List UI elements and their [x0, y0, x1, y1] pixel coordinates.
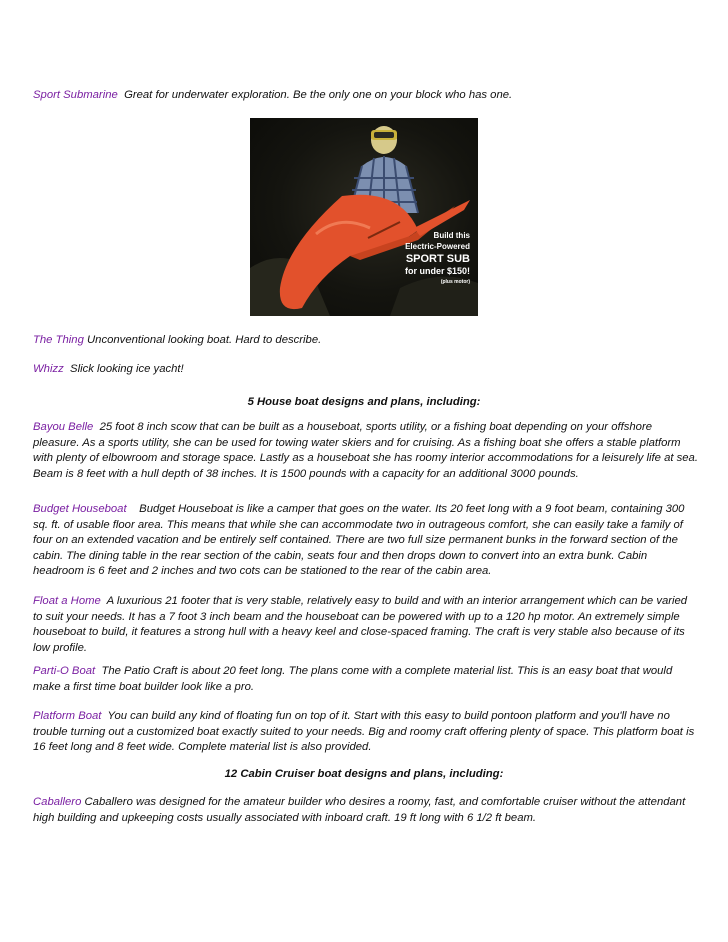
entry-text: The Patio Craft is about 20 feet long. The plans come with a complete material list. This is an easy boat that would make a first time boat builder look like a pro.: [33, 665, 673, 693]
house-boat-heading: 5 House boat designs and plans, including:: [247, 396, 481, 408]
entry-name: Whizz: [33, 363, 64, 375]
svg-text:SPORT SUB: SPORT SUB: [405, 253, 470, 265]
cabin-cruiser-heading: 12 Cabin Cruiser boat designs and plans, including:: [224, 768, 504, 780]
the-thing-entry: [33, 333, 699, 349]
budget-houseboat-entry: [33, 502, 699, 580]
bayou-belle-entry: [33, 420, 699, 482]
entry-text: Great for underwater exploration. Be the only one on your block who has one.: [124, 89, 513, 101]
sport-sub-photo: [250, 118, 478, 316]
caballero-entry: [33, 795, 699, 826]
float-a-home-entry: [33, 594, 699, 656]
entry-name: The Thing: [33, 334, 84, 346]
parti-o-boat-entry: [33, 664, 699, 695]
entry-name: Float a Home: [33, 595, 101, 607]
whizz-entry: [33, 362, 699, 378]
svg-text:(plus motor): (plus motor): [440, 279, 470, 285]
entry-name: Budget Houseboat: [33, 503, 127, 515]
entry-name: Bayou Belle: [33, 421, 94, 433]
entry-text: Budget Houseboat is like a camper that goes on the water. Its 20 feet long with a 9 foot beam, containing 300 sq. ft. of usable floor area. This means that while she can accommodate two in outrageous comfort, she can easily take a family of four on an extended vacation and be entirely self contained. There are two full size permanent bunks in the forward section of the cabin. The dining table in the rear section of the cabin, seats four and then drops down to convert into an extra bunk. Cabin headroom is 6 feet and 2 inches and two cots can be stationed to the rear of the cabin area.: [33, 503, 685, 577]
platform-boat-entry: [33, 709, 699, 756]
entry-text: A luxurious 21 footer that is very stable, relatively easy to build and with an interior arrangement which can be varied to suit your needs. It has a 7 foot 3 inch beam and the houseboat can be powered with up to a 120 hp motor. An extremely simple houseboat to build, it features a strong hull with a heavy keel and close-spaced framing. The craft is very stable also because of its low profile.: [33, 595, 688, 654]
svg-text:Electric-Powered: Electric-Powered: [405, 242, 470, 251]
entry-name: Parti-O Boat: [33, 665, 96, 677]
svg-text:for under $150!: for under $150!: [404, 266, 470, 276]
entry-text: Slick looking ice yacht!: [70, 363, 184, 375]
entry-text: Unconventional looking boat. Hard to describe.: [87, 334, 322, 346]
entry-text: 25 foot 8 inch scow that can be built as a houseboat, sports utility, or a fishing boat depending on your offshore pleasure. As a sports utility, she can be used for towing water skiers and for cruising. As a fishing boat she offers a stable platform with plenty of elbowroom and storage space. Lastly as a houseboat she has roomy interior accommodations for a leisurely life at sea. Beam is 8 feet with a hull depth of 38 inches. It is 1500 pounds with a capacity for an additional 3000 pounds.: [33, 421, 698, 480]
entry-name: Platform Boat: [33, 710, 102, 722]
entry-text: Caballero was designed for the amateur builder who desires a roomy, fast, and comfortable cruiser without the attendant high building and upkeeping costs usually associated with inboard craft. 19 ft long with 6 1/2 ft beam.: [33, 796, 686, 824]
sport-submarine-entry: [33, 88, 699, 104]
entry-name: Sport Submarine: [33, 89, 118, 101]
submarine-hull: [280, 195, 418, 309]
entry-text: You can build any kind of floating fun on top of it. Start with this easy to build pontoon platform and you'll have no trouble turning out a customized boat exactly suited to your needs. Big and roomy craft offering plenty of space. This platform boat is 16 feet long and 8 feet wide. Complete material list is also provided.: [33, 710, 695, 753]
svg-text:Build this: Build this: [433, 231, 470, 240]
entry-name: Caballero: [33, 796, 82, 808]
